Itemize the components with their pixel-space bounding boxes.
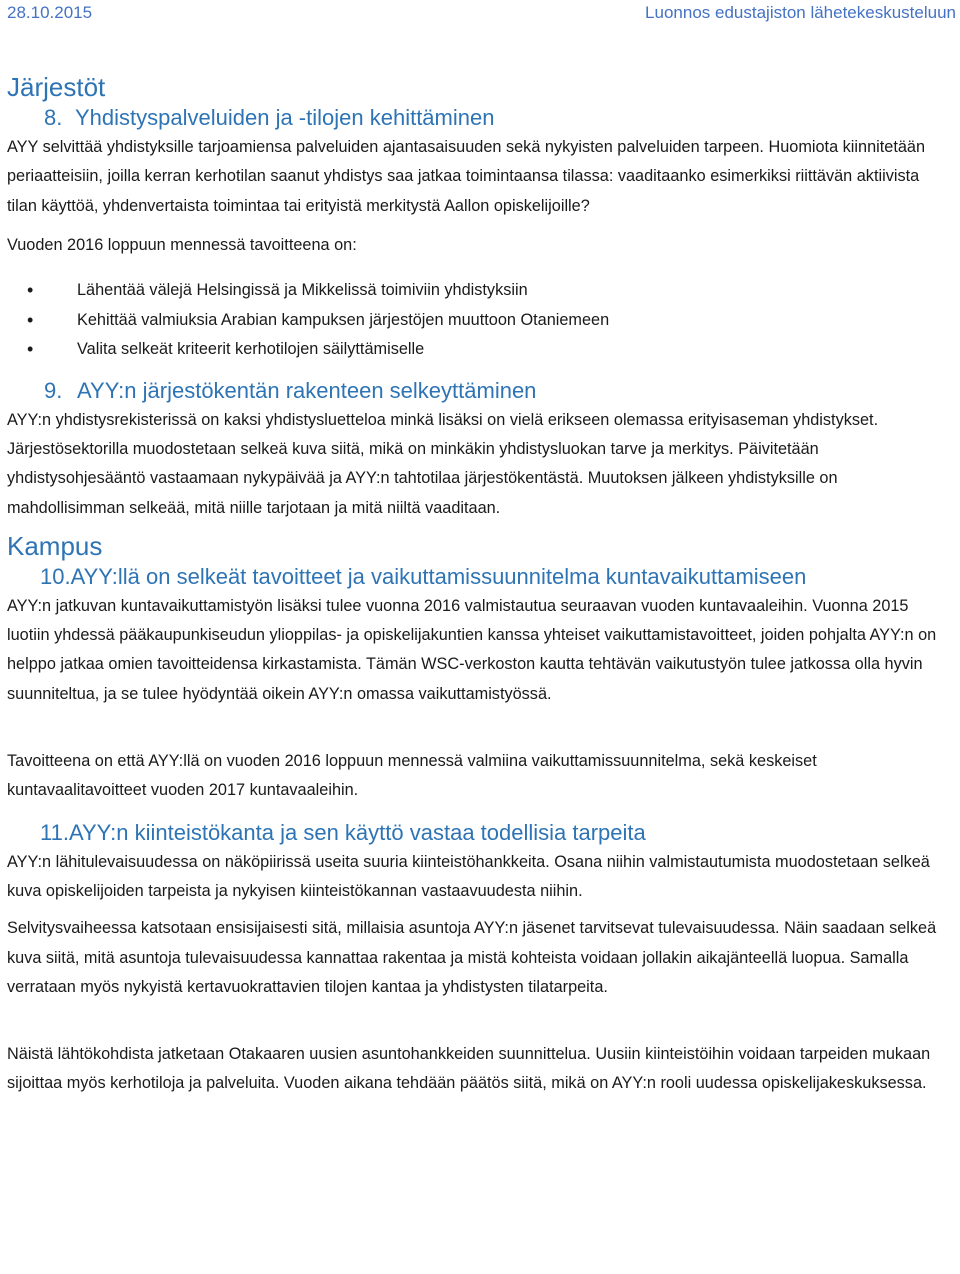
heading-11-number: 11. [40, 819, 69, 845]
header-document-title: Luonnos edustajiston lähetekeskusteluun [645, 3, 956, 22]
heading-9-title: AYY:n järjestökentän rakenteen selkeyttäminen [77, 377, 537, 403]
list-item: • Kehittää valmiuksia Arabian kampuksen järjestöjen muuttoon Otaniemeen [7, 306, 953, 336]
paragraph-8-goal-intro: Vuoden 2016 loppuun mennessä tavoitteena on: [7, 235, 357, 254]
heading-10-title: AYY:llä on selkeät tavoitteet ja vaikuttamissuunnitelma kuntavaikuttamiseen [70, 563, 807, 589]
heading-8-title: Yhdistyspalveluiden ja -tilojen kehittäminen [75, 105, 495, 130]
heading-10-number: 10. [40, 563, 71, 589]
list-item: • Valita selkeät kriteerit kerhotilojen säilyttämiselle [7, 335, 953, 365]
paragraph-9: AYY:n yhdistysrekisterissä on kaksi yhdistysluetteloa minkä lisäksi on vielä erikseen olemassa erityisaseman yhdistykset. Järjestösektorilla muodostetaan selkeä kuva siitä, mikä on minkäkin yhdistysluokan tarve ja merkitys. Päivitetään yhdistysohjesääntö vastaamaan nykypäivää ja AYY:n tahtotilaa järjestökentästä. Muutoksen jälkeen yhdistyksille on mahdollisimman selkeää, mitä niille tarjotaan ja mitä niiltä vaaditaan. [7, 410, 879, 517]
paragraph-8: AYY selvittää yhdistyksille tarjoamiensa palveluiden ajantasaisuuden sekä nykyisten palveluiden tarpeen. Huomiota kiinnitetään periaatteisiin, joilla kerran kerhotilan saanut yhdistys saa jatkaa toimintaansa tilassa: vaaditaanko esimerkiksi riittävän aktiivista tilan käyttöä, yhdenvertaista toimintaa tai erityistä merkitystä Aallon opiskelijoille? [7, 138, 926, 215]
heading-9 [7, 376, 953, 406]
heading-kampus: Kampus [7, 530, 103, 561]
heading-10 [7, 562, 953, 592]
heading-jarjestot: Järjestöt [7, 72, 106, 102]
list-item: • Lähentää välejä Helsingissä ja Mikkelissä toimiviin yhdistyksiin [7, 276, 953, 306]
paragraph-10-2: Tavoitteena on että AYY:llä on vuoden 2016 loppuun mennessä valmiina vaikuttamissuunnitelma, sekä keskeiset kuntavaalitavoitteet vuoden 2017 kuntavaaleihin. [7, 752, 817, 800]
header-date: 28.10.2015 [7, 3, 93, 22]
heading-11-title: AYY:n kiinteistökanta ja sen käyttö vastaa todellisia tarpeita [68, 819, 646, 845]
heading-9-number: 9. [44, 377, 63, 403]
heading-11 [7, 818, 953, 848]
heading-8-number: 8. [44, 105, 63, 130]
document-body [7, 70, 953, 1099]
paragraph-11-1: AYY:n lähitulevaisuudessa on näköpiirissä useita suuria kiinteistöhankkeita. Osana niihin valmistautumista muodostetaan selkeä kuva opiskelijoiden tarpeista ja nykyisen kiinteistökannan vastaavuudesta niihin. [7, 852, 930, 900]
paragraph-11-3: Näistä lähtökohdista jatketaan Otakaaren uusien asuntohankkeiden suunnittelua. Uusiin kiinteistöihin voidaan tarpeiden mukaan sijoittaa myös kerhotiloja ja palveluita. Vuoden aikana tehdään päätös siitä, mikä on AYY:n rooli uudessa opiskelijakeskuksessa. [7, 1045, 931, 1093]
goal-list-8 [7, 276, 953, 365]
paragraph-11-2: Selvitysvaiheessa katsotaan ensisijaisesti sitä, millaisia asuntoja AYY:n jäsenet tarvitsevat tulevaisuudessa. Näin saadaan selkeä kuva siitä, mitä asuntoja tulevaisuudessa kannattaa rakentaa ja mistä kohteista voidaan jollakin aikajänteellä luopua. Samalla verrataan myös nykyistä kertavuokrattavien tilojen kantaa ja yhdistysten tilatarpeita. [7, 919, 937, 996]
heading-8 [7, 103, 953, 133]
page-header [0, 3, 960, 27]
paragraph-10-1: AYY:n jatkuvan kuntavaikuttamistyön lisäksi tulee vuonna 2016 valmistautua seuraavan vuoden kuntavaaleihin. Vuonna 2015 luotiin yhdessä pääkaupunkiseudun ylioppilas- ja opiskelijakuntien kanssa yhteiset vaikuttamistavoitteet, joiden pohjalta AYY:n on helppo jatkaa omien tavoitteidensa kirkastamista. Tämän WSC-verkoston kautta tehtävän vaikutustyön tulee jatkossa olla hyvin suunniteltua, ja se tulee hyödyntää oikein AYY:n omassa vaikuttamistyössä. [7, 596, 937, 703]
